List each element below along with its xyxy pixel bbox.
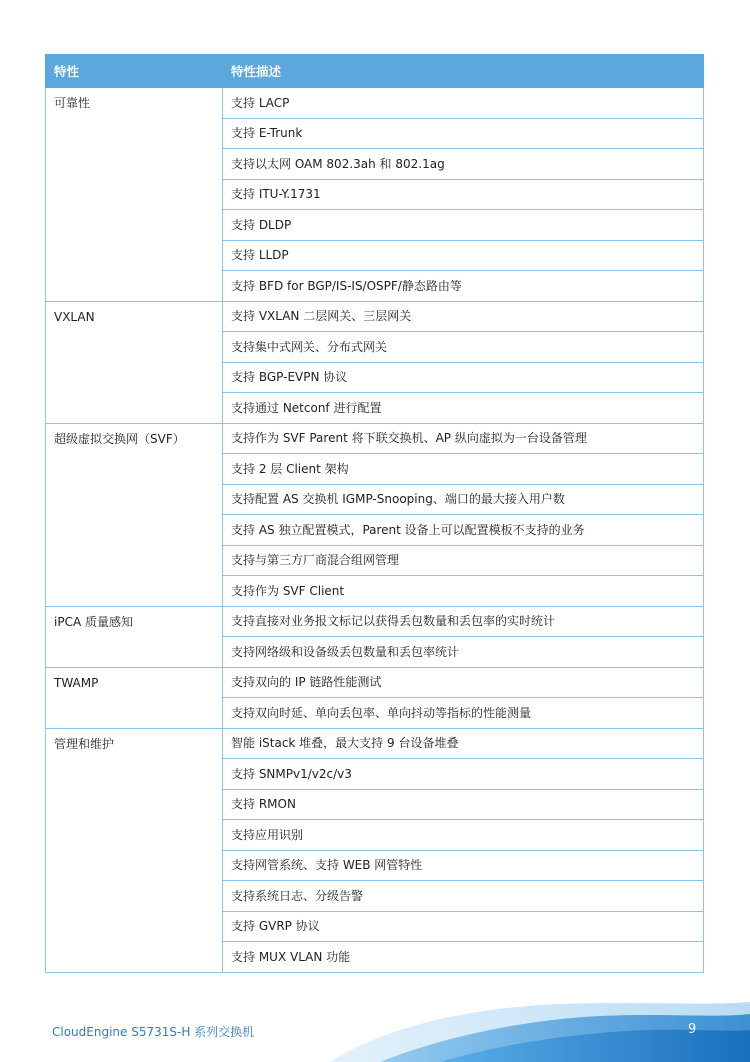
page-number: 9 [688,1022,697,1037]
feature-cell: 管理和维护 [46,728,223,972]
description-cell: 支持 2 层 Client 架构 [223,454,704,485]
feature-cell: 可靠性 [46,88,223,302]
description-cell: 支持 VXLAN 二层网关、三层网关 [223,301,704,332]
description-cell: 支持通过 Netconf 进行配置 [223,393,704,424]
description-cell: 支持网管系统、支持 WEB 网管特性 [223,850,704,881]
table-row [46,606,704,637]
description-cell: 支持 GVRP 协议 [223,911,704,942]
description-cell: 支持作为 SVF Client [223,576,704,607]
feature-table [45,54,704,973]
description-cell: 支持 SNMPv1/v2c/v3 [223,759,704,790]
description-cell: 支持 MUX VLAN 功能 [223,942,704,973]
description-cell: 支持 BFD for BGP/IS-IS/OSPF/静态路由等 [223,271,704,302]
description-cell: 智能 iStack 堆叠，最大支持 9 台设备堆叠 [223,728,704,759]
description-cell: 支持与第三方厂商混合组网管理 [223,545,704,576]
table-header-row [46,55,704,88]
table-body [46,88,704,973]
description-cell: 支持直接对业务报文标记以获得丢包数量和丢包率的实时统计 [223,606,704,637]
table-row [46,667,704,698]
description-cell: 支持集中式网关、分布式网关 [223,332,704,363]
footer-title: CloudEngine S5731S-H 系列交换机 [52,1025,255,1039]
feature-cell: TWAMP [46,667,223,728]
description-cell: 支持双向时延、单向丢包率、单向抖动等指标的性能测量 [223,698,704,729]
description-cell: 支持 DLDP [223,210,704,241]
description-cell: 支持 ITU-Y.1731 [223,179,704,210]
description-cell: 支持配置 AS 交换机 IGMP-Snooping、端口的最大接入用户数 [223,484,704,515]
feature-cell: iPCA 质量感知 [46,606,223,667]
header-description: 特性描述 [223,55,704,88]
description-cell: 支持 LACP [223,88,704,119]
description-cell: 支持 BGP-EVPN 协议 [223,362,704,393]
description-cell: 支持 AS 独立配置模式，Parent 设备上可以配置模板不支持的业务 [223,515,704,546]
table-row [46,423,704,454]
description-cell: 支持 LLDP [223,240,704,271]
table-row [46,88,704,119]
header-feature: 特性 [46,55,223,88]
description-cell: 支持作为 SVF Parent 将下联交换机、AP 纵向虚拟为一台设备管理 [223,423,704,454]
table-row [46,301,704,332]
description-cell: 支持双向的 IP 链路性能测试 [223,667,704,698]
description-cell: 支持 E-Trunk [223,118,704,149]
feature-cell: VXLAN [46,301,223,423]
description-cell: 支持 RMON [223,789,704,820]
description-cell: 支持网络级和设备级丢包数量和丢包率统计 [223,637,704,668]
feature-cell: 超级虚拟交换网（SVF） [46,423,223,606]
description-cell: 支持系统日志、分级告警 [223,881,704,912]
table-row [46,728,704,759]
description-cell: 支持应用识别 [223,820,704,851]
description-cell: 支持以太网 OAM 802.3ah 和 802.1ag [223,149,704,180]
